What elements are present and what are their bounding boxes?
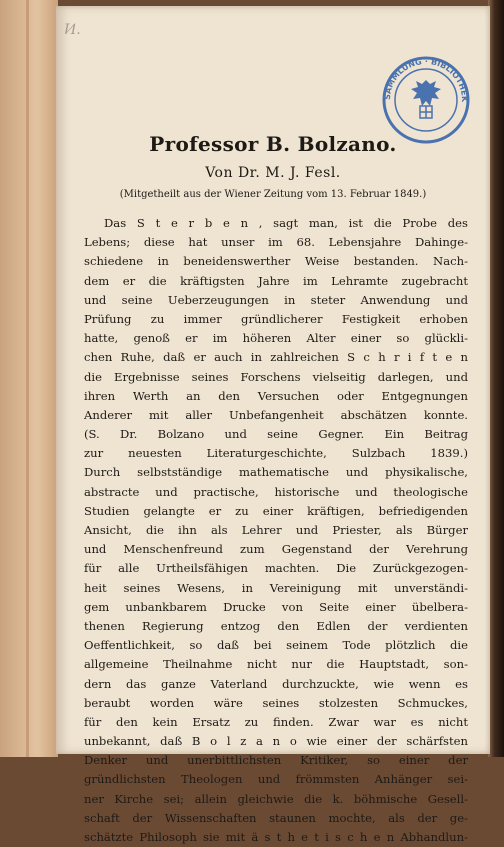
stamp-ring-text: SAMMLUNG · BIBLIOTHEK bbox=[382, 56, 470, 103]
body-line: abstracte und practische, historische und theologische bbox=[84, 484, 468, 499]
body-line: (S. Dr. Bolzano und seine Gegner. Ein Beitrag bbox=[84, 427, 468, 442]
body-line: schätzte Philosoph sie mit ä s t h e t i s c h e n Abhandlun- bbox=[84, 830, 468, 844]
body-line: dem er die kräftigsten Jahre im Lehramte zugebracht bbox=[84, 273, 468, 288]
body-line: chen Ruhe, daß er auch in zahlreichen S c h r i f t e n bbox=[84, 350, 468, 365]
body-line: heit seines Wesens, in Vereinigung mit unverständi- bbox=[84, 580, 468, 595]
book-cover-edge bbox=[488, 0, 504, 757]
pencil-mark: Ͷ. bbox=[64, 22, 81, 38]
body-line: die Ergebnisse seines Forschens vielseitig darlegen, und bbox=[84, 369, 468, 384]
page-fold-line bbox=[26, 0, 29, 757]
body-line: unbekannt, daß B o l z a n o wie einer der schärfsten bbox=[84, 734, 468, 749]
document-title: Professor B. Bolzano. bbox=[149, 132, 397, 156]
body-line: ner Kirche sei; allein gleichwie die k. böhmische Gesell- bbox=[84, 791, 468, 806]
double-eagle-seal-icon bbox=[411, 80, 441, 118]
body-line: beraubt worden wäre seines stolzesten Schmuckes, bbox=[84, 695, 468, 710]
adjacent-page-edge bbox=[0, 0, 58, 757]
body-line: Prüfung zu immer gründlicherer Festigkeit erhoben bbox=[84, 311, 468, 326]
body-line: und seine Ueberzeugungen in steter Anwendung und bbox=[84, 292, 468, 307]
author-line: Von Dr. M. J. Fesl. bbox=[205, 165, 341, 181]
body-line: allgemeine Theilnahme nicht nur die Hauptstadt, son- bbox=[84, 657, 468, 672]
body-line: schaft der Wissenschaften staunen mochte, als der ge- bbox=[84, 810, 468, 825]
body-line: und Menschenfreund zum Gegenstand der Verehrung bbox=[84, 542, 468, 557]
body-line: Studien gelangte er zu einer kräftigen, befriedigenden bbox=[84, 503, 468, 518]
body-line: Ansicht, die ihn als Lehrer und Priester, als Bürger bbox=[84, 523, 468, 537]
body-line: gründlichsten Theologen und frömmsten Anhänger sei- bbox=[84, 772, 468, 787]
body-line: Denker und unerbittlichsten Kritiker, so einer der bbox=[84, 753, 468, 768]
body-line: Das S t e r b e n , sagt man, ist die Probe des bbox=[104, 216, 468, 230]
body-line: ihren Werth an den Versuchen oder Entgegnungen bbox=[84, 388, 468, 403]
document-page bbox=[56, 6, 490, 844]
body-line: Lebens; diese hat unser im 68. Lebensjahre Dahinge- bbox=[84, 235, 468, 250]
body-line: hatte, genoß er im höheren Alter einer so glückli- bbox=[84, 331, 468, 346]
body-line: für alle Urtheilsfähigen machten. Die Zurückgezogen- bbox=[84, 561, 468, 576]
body-line: für den kein Ersatz zu finden. Zwar war es nicht bbox=[84, 714, 468, 729]
body-line: Anderer mit aller Unbefangenheit abschätzen konnte. bbox=[84, 407, 468, 422]
body-line: gem unbankbarem Drucke von Seite einer übelbera- bbox=[84, 599, 468, 614]
body-line: Oeffentlichkeit, so daß bei seinem Tode plötzlich die bbox=[84, 638, 468, 653]
body-line: zur neuesten Literaturgeschichte, Sulzbach 1839.) bbox=[84, 446, 468, 461]
body-line: dern das ganze Vaterland durchzuckte, wie wenn es bbox=[84, 676, 468, 691]
source-note: (Mitgetheilt aus der Wiener Zeitung vom 13. Februar 1849.) bbox=[119, 189, 427, 200]
body-line: schiedene in beneidenswerther Weise bestanden. Nach- bbox=[84, 254, 468, 269]
body-line: Durch selbstständige mathematische und physikalische, bbox=[84, 465, 468, 480]
body-text bbox=[84, 214, 468, 847]
body-line: thenen Regierung entzog den Edlen der verdienten bbox=[84, 618, 468, 633]
